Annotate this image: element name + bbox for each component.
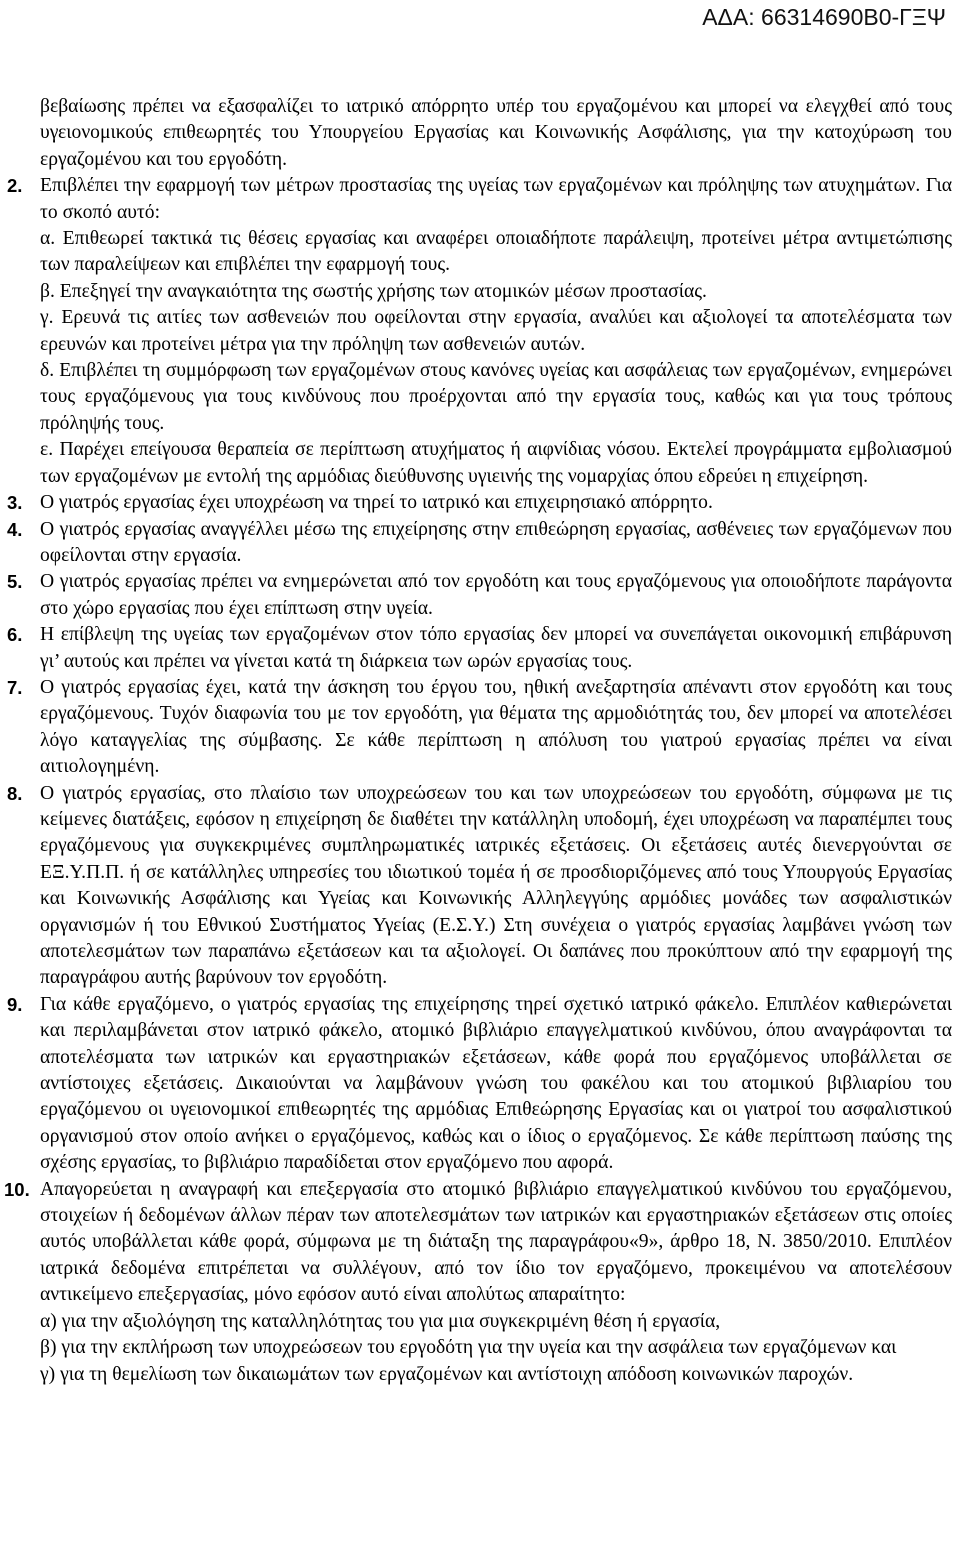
ada-header: ΑΔΑ: 66314690Β0-ΓΞΨ [702,4,946,30]
paragraph-text: Ο γιατρός εργασίας έχει υποχρέωση να τηρεί το ιατρικό και επιχειρησιακό απόρρητο. [40,492,713,514]
paragraph-text: Ο γιατρός εργασίας, στο πλαίσιο των υποχρεώσεων του και των υποχρεώσεων του εργοδότη, σύμφωνα με τις κείμενες διατάξεις, εφόσον η επιχείρηση δε διαθέτει την κατάλληλη υποδομή, έχει υποχρέωση να παραπέμπει τους εργαζόμενους για συγκεκριμένες συμπληρωματικές ιατρικές εξετάσεις. Οι εξετάσεις αυτές διενεργούνται σε ΕΞ.Υ.Π.Π. ή σε κατάλληλες υπηρεσίες του ιδιωτικού τομέα ή σε προσδιοριζόμενες από τους Υπουργούς Εργασίας και Κοινωνικής Ασφάλισης και Υγείας και Κοινωνικής Αλληλεγγύης αρμόδιες μονάδες των ασφαλιστικών οργανισμών ή του Εθνικού Συστήματος Υγείας (Ε.Σ.Υ.) Στη συνέχεια ο γιατρός εργασίας λαμβάνει γνώση των αποτελεσμάτων των παραπάνω εξετάσεων και τα αξιολογεί. Οι δαπάνες που προκύπτουν από την εφαρμογή της παραγράφου αυτής βαρύνουν τον εργοδότη. [40,782,952,989]
sub-item [0,226,960,279]
sub-item-text: β. Επεξηγεί την αναγκαιότητα της σωστής χρήσης των ατομικών μέσων προστασίας. [40,280,707,302]
paragraph-number: 3. [7,492,23,514]
sub-item [0,1309,960,1335]
paragraph [0,622,960,675]
paragraph-number: 2. [7,175,23,197]
sub-item-text: α. Επιθεωρεί τακτικά τις θέσεις εργασίας και αναφέρει οποιαδήποτε παράλειψη, προτείνει μέτρα αντιμετώπισης των παραλείψεων και επιβλέπει την εφαρμογή τους. [40,228,952,276]
sub-item [0,279,960,305]
paragraph-number: 6. [7,624,23,646]
paragraph [0,94,960,173]
paragraph [0,490,960,516]
sub-item [0,1362,960,1388]
sub-item [0,305,960,358]
paragraph [0,517,960,570]
paragraph [0,1177,960,1309]
sub-item [0,1335,960,1361]
sub-item-text: α) για την αξιολόγηση της καταλληλότητας του για μια συγκεκριμένη θέση ή εργασία, [40,1310,721,1332]
paragraph-number: 9. [7,993,23,1015]
paragraph-number: 8. [7,782,23,804]
paragraph [0,992,960,1177]
paragraph-text: Για κάθε εργαζόμενο, ο γιατρός εργασίας της επιχείρησης τηρεί σχετικό ιατρικό φάκελο. Επιπλέον καθιερώνεται και περιλαμβάνεται στον ιατρικό φάκελο, ατομικό βιβλιάριο επαγγελματικού κινδύνου, όπου αναγράφονται τα αποτελέσματα των ιατρικών και εργαστηριακών εξετάσεων, κάθε φορά που εργαζόμενος υποβάλλεται σε αντίστοιχες εξετάσεις. Δικαιούνται να λαμβάνουν γνώση του φακέλου και του ατομικού βιβλιαρίου του εργαζόμενου οι υγειονομικοί επιθεωρητές της αρμόδιας Επιθεώρησης Εργασίας και οι γιατροί του ασφαλιστικού οργανισμού στον οποίο ανήκει ο εργαζόμενος, καθώς και ο ίδιος ο εργαζόμενος. Σε κάθε περίπτωση παύσης της σχέσης εργασίας, το βιβλιάριο παραδίδεται στον εργαζόμενο που αφορά. [40,993,952,1174]
document-body [0,94,960,1388]
sub-item [0,358,960,437]
sub-item-text: ε. Παρέχει επείγουσα θεραπεία σε περίπτωση ατυχήματος ή αιφνίδιας νόσου. Εκτελεί προγράμματα εμβολιασμού των εργαζομένων με εντολή της αρμόδιας διεύθυνσης υγιεινής της νομαρχίας όπου εδρεύει η επιχείρηση. [40,439,952,487]
paragraph [0,675,960,781]
paragraph-text: Ο γιατρός εργασίας έχει, κατά την άσκηση του έργου του, ηθική ανεξαρτησία απέναντι στον εργοδότη και τους εργαζόμενους. Τυχόν διαφωνία του με τον εργοδότη, για θέματα της αρμοδιότητάς του, δεν μπορεί να αποτελέσει λόγο καταγγελίας της σύμβασης. Σε κάθε περίπτωση η απόλυση του γιατρού εργασίας πρέπει να είναι αιτιολογημένη. [40,676,952,778]
sub-item-text: γ) για τη θεμελίωση των δικαιωμάτων των εργαζομένων και αντίστοιχη απόδοση κοινωνικών παροχών. [40,1363,854,1385]
sub-item [0,437,960,490]
paragraph-text: Η επίβλεψη της υγείας των εργαζομένων στον τόπο εργασίας δεν μπορεί να συνεπάγεται οικονομική επιβάρυνση γι’ αυτούς και πρέπει να γίνεται κατά τη διάρκεια των ωρών εργασίας τους. [40,624,952,672]
paragraph-text: Ο γιατρός εργασίας πρέπει να ενημερώνεται από τον εργοδότη και τους εργαζόμενους για οποιοδήποτε παράγοντα στο χώρο εργασίας που έχει επίπτωση στην υγεία. [40,571,952,619]
paragraph [0,173,960,226]
paragraph-text: Ο γιατρός εργασίας αναγγέλλει μέσω της επιχείρησης στην επιθεώρηση εργασίας, ασθένειες των εργαζόμενων που οφείλονται στην εργασία. [40,518,952,566]
paragraph-number: 4. [7,518,23,540]
sub-item-text: γ. Ερευνά τις αιτίες των ασθενειών που οφείλονται στην εργασία, αναλύει και αξιολογεί τα αποτελέσματα των ερευνών και προτείνει μέτρα για την πρόληψη των ασθενειών αυτών. [40,307,952,355]
paragraph [0,569,960,622]
paragraph [0,781,960,992]
sub-item-text: δ. Επιβλέπει τη συμμόρφωση των εργαζομένων στους κανόνες υγείας και ασφάλειας των εργαζομένων, ενημερώνει τους εργαζόμενους για τους κινδύνους που προέρχονται από την εργασία τους, καθώς και για τους τρόπους πρόληψής τους. [40,360,952,434]
paragraph-text: Απαγορεύεται η αναγραφή και επεξεργασία στο ατομικό βιβλιάριο επαγγελματικού κινδύνου του εργαζόμενου, στοιχείων ή δεδομένων άλλων πέραν των αποτελεσμάτων των ιατρικών και εργαστηριακών εξετάσεων στις οποίες αυτός υποβάλλεται κάθε φορά, σύμφωνα με τη διάταξη της παραγράφου«9», άρθρο 18, Ν. 3850/2010. Επιπλέον ιατρικά δεδομένα επιτρέπεται να συλλέγουν, από τον ίδιο τον εργαζόμενο, προκειμένου να αποτελέσουν αντικείμενο επεξεργασίας, μόνο εφόσον αυτό είναι απολύτως απαραίτητο: [40,1178,952,1306]
paragraph-text: βεβαίωσης πρέπει να εξασφαλίζει το ιατρικό απόρρητο υπέρ του εργαζομένου και μπορεί να ελεγχθεί από τους υγειονομικούς επιθεωρητές του Υπουργείου Εργασίας και Κοινωνικής Ασφάλισης, για την κατοχύρωση του εργαζομένου και του εργοδότη. [40,96,952,170]
sub-item-text: β) για την εκπλήρωση των υποχρεώσεων του εργοδότη για την υγεία και την ασφάλεια των εργαζόμενων και [40,1337,897,1359]
paragraph-number: 7. [7,676,23,698]
paragraph-text: Επιβλέπει την εφαρμογή των μέτρων προστασίας της υγείας των εργαζομένων και πρόληψης των ατυχημάτων. Για το σκοπό αυτό: [40,175,952,223]
paragraph-number: 10. [4,1178,30,1200]
paragraph-number: 5. [7,571,23,593]
